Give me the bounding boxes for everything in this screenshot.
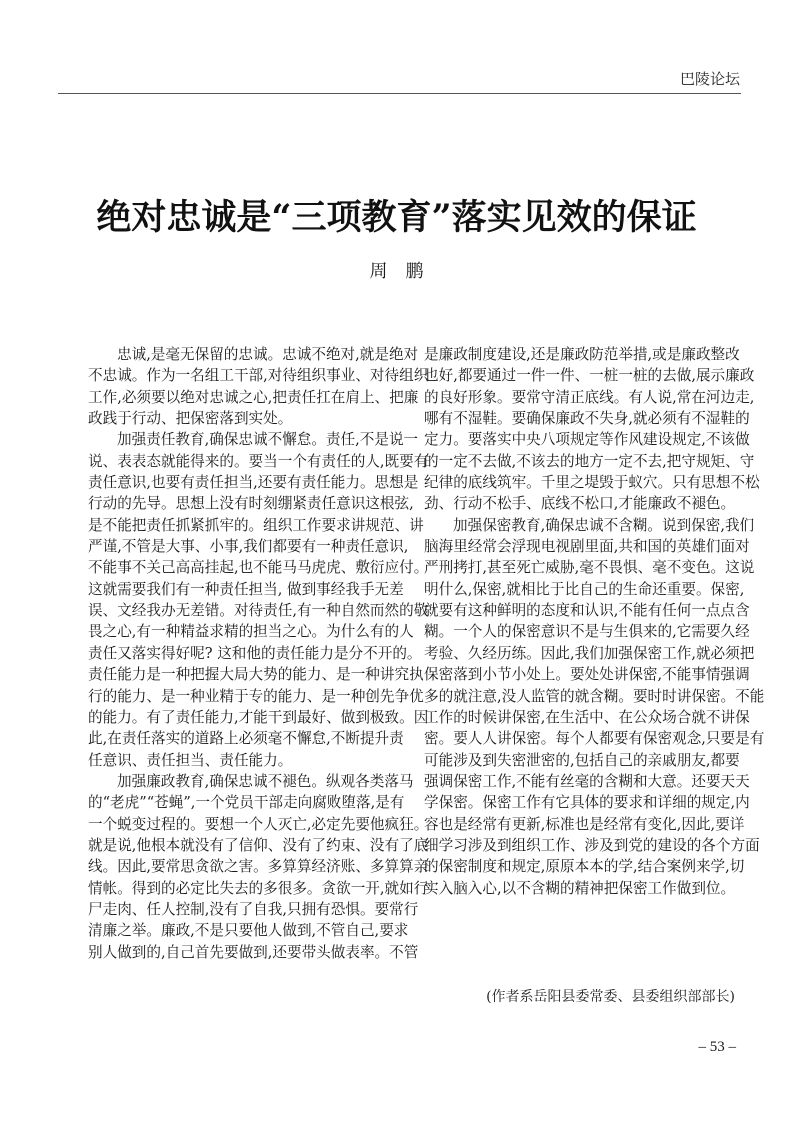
paragraph-line: 责任又落实得好呢? 这和他的责任能力是分不开的。: [88, 644, 422, 662]
paragraph-line: 误、文经我办无差错。对待责任,有一种自然而然的敬: [88, 602, 429, 620]
left-column: [88, 344, 429, 963]
paragraph-line: 细学习涉及到组织工作、涉及到党的建设的各个方面: [424, 836, 760, 854]
paragraph-line: 别人做到的,自己首先要做到,还要带头做表率。不管: [88, 943, 419, 961]
paragraph-line: 就要有这种鲜明的态度和认识,不能有任何一点点含: [424, 602, 750, 620]
paragraph-line: 加强责任教育,确保忠诚不懈怠。责任,不是说一: [117, 431, 419, 449]
paragraph-line: 就是说,他根本就没有了信仰、没有了约束、没有了底: [88, 836, 429, 854]
paragraph-line: 劲、行动不松手、底线不松口,才能廉政不褪色。: [424, 495, 736, 513]
paragraph-line: 畏之心,有一种精益求精的担当之心。为什么有的人: [88, 623, 414, 641]
paragraph-line: 行动的先导。思想上没有时刻绷紧责任意识这根弦,: [88, 495, 414, 513]
paragraph-line: 清廉之举。廉政,不是只要他人做到,不管自己,要求: [88, 922, 409, 940]
paragraph-line: 明什么,保密,就相比于比自己的生命还重要。保密,: [424, 580, 745, 598]
paragraph-line: 责任意识,也要有责任担当,还要有责任能力。思想是: [88, 474, 419, 492]
paragraph-line: 严谨,不管是大事、小事,我们都要有一种责任意识,: [88, 538, 409, 556]
header-divider: [58, 93, 741, 94]
paragraph-line: 纪律的底线筑牢。千里之堤毁于蚁穴。只有思想不松: [424, 474, 760, 492]
paragraph-line: 也好,都要通过一件一件、一桩一桩的去做,展示廉政: [424, 367, 755, 385]
paragraph-line: 可能涉及到失密泄密的,包括自己的亲戚朋友,都要: [424, 751, 740, 769]
paragraph-line: 的能力。有了责任能力,才能干到最好、做到极致。因: [88, 708, 429, 726]
paragraph-line: 定力。要落实中央八项规定等作风建设规定,不该做: [424, 431, 750, 449]
paragraph-line: 脑海里经常会浮现电视剧里面,共和国的英雄们面对: [424, 538, 750, 556]
paragraph-line: 任意识、责任担当、责任能力。: [88, 751, 293, 769]
paragraph-line: 忠诚,是毫无保留的忠诚。忠诚不绝对,就是绝对: [117, 346, 419, 363]
paragraph-line: 线。因此,要常思贪欲之害。多算算经济账、多算算亲: [88, 858, 429, 876]
paragraph-line: 保密落到小节小处上。要处处讲保密,不能事情强调: [424, 666, 750, 684]
article-author: 周鹏: [369, 261, 442, 282]
paragraph-line: 严刑拷打,甚至死亡威胁,毫不畏惧、毫不变色。这说: [424, 559, 755, 577]
paragraph-line: 行的能力、是一种业精于专的能力、是一种创先争优: [88, 687, 424, 705]
paragraph-line: 考验、久经历练。因此,我们加强保密工作,就必须把: [424, 644, 755, 662]
author-note: (作者系岳阳县委常委、县委组织部部长): [486, 989, 735, 1005]
paragraph-line: 的一定不去做,不该去的地方一定不去,把守规矩、守: [424, 452, 755, 470]
paragraph-line: 容也是经常有更新,标准也是经常有变化,因此,要详: [424, 815, 745, 833]
paragraph-line: 糊。一个人的保密意识不是与生俱来的,它需要久经: [424, 623, 750, 641]
article-title: 绝对忠诚是“三项教育”落实见效的保证: [96, 197, 697, 238]
paragraph-line: 尸走肉、任人控制,没有了自我,只拥有恐惧。要常行: [88, 900, 419, 918]
paragraph-line: 密。要人人讲保密。每个人都要有保密观念,只要是有: [424, 730, 765, 748]
paragraph-line: 是不能把责任抓紧抓牢的。组织工作要求讲规范、讲: [88, 516, 424, 534]
paragraph-line: 政践于行动、把保密落到实处。: [88, 410, 293, 428]
paragraph-line: 这就需要我们有一种责任担当, 做到事经我手无差: [88, 580, 404, 598]
paragraph-line: 说、表表态就能得来的。要当一个有责任的人,既要有: [88, 452, 429, 470]
paragraph-line: 工作的时候讲保密,在生活中、在公众场合就不讲保: [424, 708, 750, 726]
paragraph-line: 的良好形象。要常守清正底线。有人说,常在河边走,: [424, 388, 755, 406]
paragraph-line: 不忠诚。作为一名组工干部,对待组织事业、对待组织: [88, 367, 429, 385]
right-column: [424, 344, 765, 899]
paragraph-line: 多的就注意,没人监管的就含糊。要时时讲保密。不能: [424, 687, 765, 705]
paragraph-line: 强调保密工作,不能有丝毫的含糊和大意。还要天天: [424, 772, 750, 790]
paragraph-line: 工作,必须要以绝对忠诚之心,把责任扛在肩上、把廉: [88, 388, 419, 406]
paragraph-line: 的保密制度和规定,原原本本的学,结合案例来学,切: [424, 858, 745, 876]
paragraph-line: 实入脑入心,以不含糊的精神把保密工作做到位。: [424, 879, 736, 897]
paragraph-line: 是廉政制度建设,还是廉政防范举措,或是廉政整改: [424, 346, 740, 363]
paragraph-line: 不能事不关己高高挂起,也不能马马虎虎、敷衍应付。: [88, 559, 429, 577]
paragraph-line: 情帐。得到的必定比失去的多很多。贪欲一开,就如行: [88, 879, 429, 897]
paragraph-line: 此,在责任落实的道路上必须毫不懈怠,不断提升责: [88, 730, 404, 748]
paragraph-line: 学保密。保密工作有它具体的要求和详细的规定,内: [424, 794, 750, 812]
paragraph-line: 哪有不湿鞋。要确保廉政不失身,就必须有不湿鞋的: [424, 410, 750, 428]
page-number: – 53 –: [698, 1039, 736, 1055]
journal-section-label: 巴陵论坛: [679, 70, 740, 88]
paragraph-line: 加强廉政教育,确保忠诚不褪色。纵观各类落马: [117, 772, 414, 790]
paragraph-line: 一个蜕变过程的。要想一个人灭亡,必定先要他疯狂。: [88, 815, 429, 833]
paragraph-line: 的“老虎”“苍蝇”,一个党员干部走向腐败堕落,是有: [88, 794, 405, 812]
paragraph-line: 加强保密教育,确保忠诚不含糊。说到保密,我们: [453, 516, 755, 534]
paragraph-line: 责任能力是一种把握大局大势的能力、是一种讲究执: [88, 666, 424, 684]
